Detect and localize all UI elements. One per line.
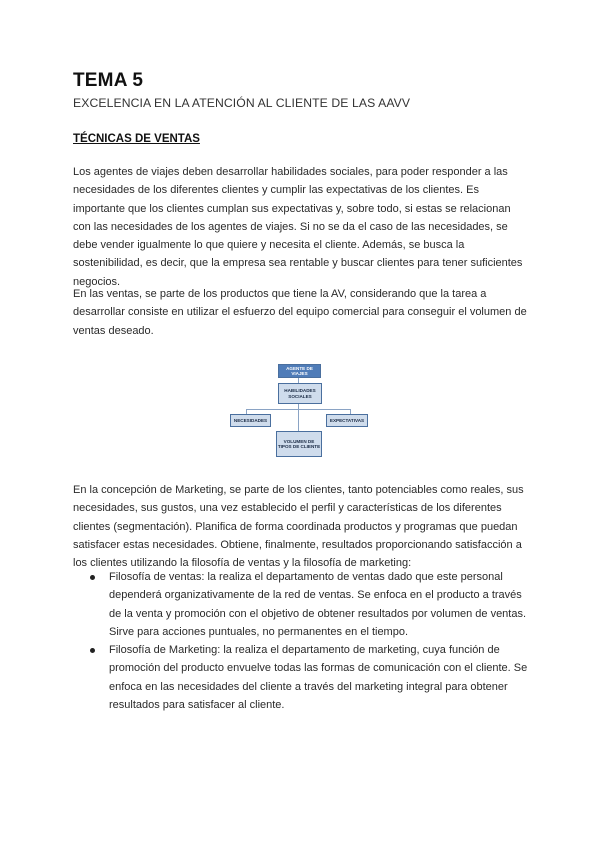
diagram-node-label: AGENTE DE VIAJES (286, 365, 313, 376)
diagram-node-label: VOLUMEN DE TIPOS DE CLIENTE (277, 438, 321, 449)
diagram-node-habilidades (278, 383, 322, 404)
diagram-node-agente (278, 364, 321, 378)
diagram-node-expectativas (326, 414, 368, 427)
page-title: TEMA 5 (73, 70, 144, 91)
org-diagram (228, 360, 373, 460)
bullet-icon (90, 575, 95, 580)
diagram-node-clientes (276, 431, 322, 457)
connector-line (246, 409, 351, 410)
page-subtitle: EXCELENCIA EN LA ATENCIÓN AL CLIENTE DE LAS AAVV (73, 96, 411, 110)
list-item (73, 568, 528, 641)
list-item-text: Filosofía de Marketing: la realiza el departamento de marketing, cuya función de promoción del producto envuelve todas las formas de comunicación con el cliente. Se enfoca en las necesidades del cliente a través del marketing integral para obtener resultados para satisfacer al cliente. (109, 644, 528, 712)
philosophy-list (73, 568, 528, 714)
paragraph-sales: En las ventas, se parte de los productos que tiene la AV, considerando que la tarea a desarrollar consiste en utilizar el esfuerzo del equipo comercial para conseguir el volumen de ventas deseado. (73, 288, 527, 337)
list-item-text: Filosofía de ventas: la realiza el departamento de ventas dado que este personal dependerá organizativamente de la red de ventas. Se enfoca en el producto a través de la venta y promoción con el objetivo de obtener resultados por volumen de ventas. Sirve para acciones puntuales, no permanentes en el tiempo. (109, 571, 527, 638)
diagram-node-label: EXPECTATIVAS (329, 417, 365, 423)
diagram-node-label: NECESIDADES (233, 417, 268, 423)
section-heading: TÉCNICAS DE VENTAS (73, 133, 200, 145)
diagram-node-necesidades (230, 414, 271, 427)
bullet-icon (90, 648, 95, 653)
paragraph-intro: Los agentes de viajes deben desarrollar habilidades sociales, para poder responder a las necesidades de los diferentes clientes y cumplir las expectativas de los clientes. Es importante que los clientes cumplan sus expectativas y, sobre todo, si estas se relacionan con las necesidades de los agentes de viajes. Si no se da el caso de las necesidades, se debe vender igualmente lo que quiere y necesita el cliente. Además, se busca la sostenibilidad, es decir, que la empresa sea rentable y buscar clientes para tener suficientes negocios. (73, 166, 523, 288)
paragraph-marketing: En la concepción de Marketing, se parte de los clientes, tanto potenciables como reales, sus necesidades, sus gustos, una vez establecido el perfil y características de los diferentes clientes (segmentación). Planifica de forma coordinada productos y programas que puedan satisfacer estas necesidades. Obtiene, finalmente, resultados proporcionando satisfacción a los clientes utilizando la filosofía de ventas y la filosofía de marketing: (73, 484, 524, 570)
diagram-node-label: HABILIDADES SOCIALES (284, 388, 316, 399)
list-item (73, 641, 528, 714)
